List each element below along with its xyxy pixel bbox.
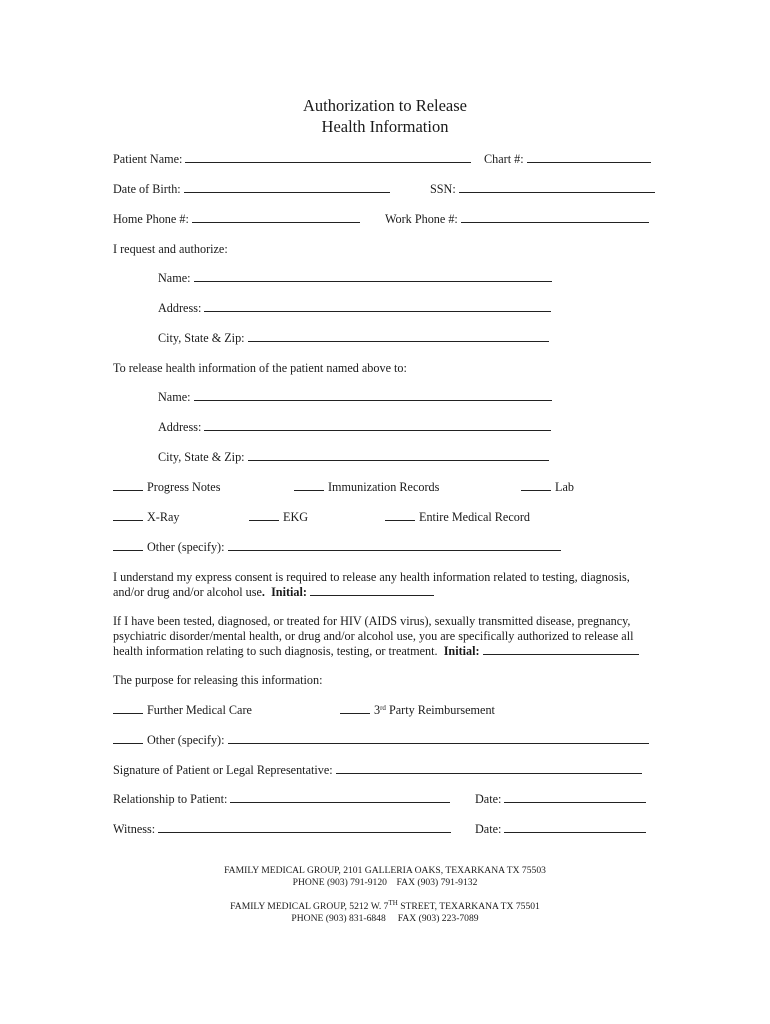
office-2-phone: PHONE (903) 831-6848 FAX (903) 223-7089 [291,913,479,924]
signature-row [113,763,642,777]
request-address-field[interactable] [204,301,551,312]
chart-field[interactable] [527,152,651,163]
progress-notes-check[interactable] [113,480,143,491]
entire-record-label: Entire Medical Record [419,510,530,524]
witness-date-label: Date: [475,822,502,836]
release-csz-label: City, State & Zip: [158,450,245,464]
consent-initial-label: Initial: [271,585,307,599]
home-phone-label: Home Phone #: [113,212,189,226]
release-name-label: Name: [158,390,191,404]
footer-office-1 [0,865,770,889]
request-heading: I request and authorize: [113,242,228,256]
witness-date-field[interactable] [504,822,646,833]
release-address-row [158,420,551,434]
request-name-field[interactable] [194,271,552,282]
request-csz-field[interactable] [248,331,549,342]
hiv-text: If I have been tested, diagnosed, or treated for HIV (AIDS virus), sexually transmitted disease, pregnancy, psychiatric disorder/mental health, or drug and/or alcohol use, you are specifically authorized to release all health information relating to such diagnosis, testing, or treatment. [113,614,634,658]
purpose-other-check[interactable] [113,733,143,744]
third-party-option [340,703,495,717]
footer-office-2 [0,901,770,925]
entire-record-option [385,510,530,524]
third-party-sup: rd [380,704,386,712]
lab-label: Lab [555,480,574,494]
xray-option [113,510,180,524]
further-care-check[interactable] [113,703,143,714]
relationship-label: Relationship to Patient: [113,792,228,806]
entire-record-check[interactable] [385,510,415,521]
signature-field[interactable] [336,763,642,774]
office-2-address-post: STREET, TEXARKANA TX 75501 [397,901,540,912]
request-csz-label: City, State & Zip: [158,331,245,345]
third-party-label: Party Reimbursement [385,703,495,717]
release-heading: To release health information of the patient named above to: [113,361,407,375]
title-line-2: Health Information [321,117,449,136]
work-phone-field[interactable] [461,212,649,223]
ekg-check[interactable] [249,510,279,521]
patient-name-field[interactable] [185,152,471,163]
title-line-1: Authorization to Release [302,96,468,115]
further-care-option [113,703,252,717]
request-address-row [158,301,551,315]
consent-text: I understand my express consent is required to release any health information related to testing, diagnosis, and/or drug and/or alcohol use [113,570,630,599]
relationship-date-row [475,792,646,806]
patient-name-label: Patient Name: [113,152,183,166]
purpose-other-field[interactable] [228,733,649,744]
consent-paragraph [113,570,658,600]
xray-label: X-Ray [147,510,180,524]
dob-field[interactable] [184,182,390,193]
release-csz-field[interactable] [248,450,549,461]
office-1-address: FAMILY MEDICAL GROUP, 2101 GALLERIA OAKS, TEXARKANA TX 75503 [224,865,546,876]
purpose-heading: The purpose for releasing this information: [113,673,323,687]
release-csz-row [158,450,549,464]
patient-name-row [113,152,471,166]
hiv-paragraph [113,614,658,659]
dob-row [113,182,390,196]
xray-check[interactable] [113,510,143,521]
release-name-field[interactable] [194,390,552,401]
immunization-label: Immunization Records [328,480,440,494]
further-care-label: Further Medical Care [147,703,252,717]
request-address-label: Address: [158,301,202,315]
work-phone-row [385,212,649,226]
office-2-address-pre: FAMILY MEDICAL GROUP, 5212 W. 7 [230,901,389,912]
witness-label: Witness: [113,822,156,836]
release-address-label: Address: [158,420,202,434]
hiv-initial-field[interactable] [483,644,639,655]
hiv-initial-label: Initial: [443,644,480,658]
immunization-check[interactable] [294,480,324,491]
ssn-row [430,182,655,196]
request-name-label: Name: [158,271,191,285]
relationship-row [113,792,450,806]
witness-date-row [475,822,646,836]
ssn-label: SSN: [430,182,456,196]
office-1-phone: PHONE (903) 791-9120 FAX (903) 791-9132 [292,877,478,888]
witness-row [113,822,451,836]
home-phone-row [113,212,360,226]
third-party-num: 3 [374,703,381,717]
immunization-option [294,480,439,494]
office-2-address [0,901,770,913]
office-2-address-sup: TH [388,899,398,907]
records-other-option [113,540,561,554]
progress-notes-option [113,480,220,494]
progress-notes-label: Progress Notes [147,480,221,494]
release-address-field[interactable] [204,420,551,431]
relationship-date-label: Date: [475,792,502,806]
request-csz-row [158,331,549,345]
third-party-check[interactable] [340,703,370,714]
ekg-option [249,510,308,524]
signature-label: Signature of Patient or Legal Representative: [113,763,333,777]
relationship-field[interactable] [230,792,450,803]
lab-check[interactable] [521,480,551,491]
work-phone-label: Work Phone #: [385,212,458,226]
lab-option [521,480,574,494]
home-phone-field[interactable] [192,212,360,223]
relationship-date-field[interactable] [504,792,646,803]
ekg-label: EKG [283,510,309,524]
records-other-check[interactable] [113,540,143,551]
ssn-field[interactable] [459,182,655,193]
purpose-other-label: Other (specify): [147,733,225,747]
form-title [0,95,770,137]
records-other-field[interactable] [228,540,561,551]
dob-label: Date of Birth: [113,182,181,196]
consent-initial-field[interactable] [310,585,434,596]
release-name-row [158,390,552,404]
records-other-label: Other (specify): [147,540,225,554]
chart-label: Chart #: [484,152,524,166]
witness-field[interactable] [158,822,451,833]
chart-row [484,152,651,166]
purpose-other-option [113,733,649,747]
consent-period: . [261,585,265,599]
request-name-row [158,271,552,285]
